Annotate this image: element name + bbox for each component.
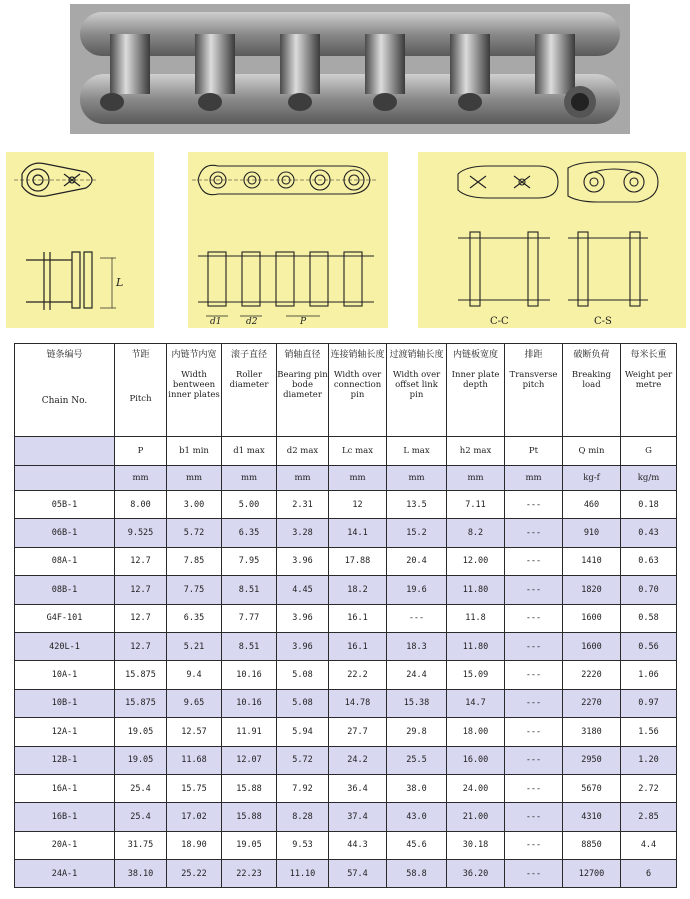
table-cell: 24.2: [329, 746, 387, 774]
table-cell: 7.11: [447, 491, 505, 519]
table-cell: 6.35: [167, 604, 222, 632]
table-cell: 5.21: [167, 632, 222, 660]
chain-number-cell: 12B-1: [15, 746, 115, 774]
table-cell: 12.00: [447, 547, 505, 575]
table-cell: 17.02: [167, 803, 222, 831]
table-cell: 15.09: [447, 661, 505, 689]
table-cell: 57.4: [329, 860, 387, 888]
table-cell: ---: [505, 632, 563, 660]
unit-cell: kg/m: [621, 466, 677, 491]
table-cell: 9.525: [115, 519, 167, 547]
table-cell: 43.0: [387, 803, 447, 831]
table-cell: 8.00: [115, 491, 167, 519]
unit-cell: mm: [167, 466, 222, 491]
table-cell: 13.5: [387, 491, 447, 519]
table-cell: 7.77: [222, 604, 277, 632]
table-cell: 12.7: [115, 547, 167, 575]
table-row: [15, 547, 677, 575]
chain-number-cell: 16B-1: [15, 803, 115, 831]
table-row: [15, 860, 677, 888]
unit-cell: mm: [222, 466, 277, 491]
symbol-cell: [15, 437, 115, 466]
table-row: [15, 774, 677, 802]
table-cell: 27.7: [329, 718, 387, 746]
table-cell: 12.07: [222, 746, 277, 774]
table-cell: 2.31: [277, 491, 329, 519]
chain-number-cell: 08B-1: [15, 576, 115, 604]
table-cell: ---: [505, 831, 563, 859]
table-cell: 910: [563, 519, 621, 547]
unit-cell: mm: [387, 466, 447, 491]
table-cell: 1.56: [621, 718, 677, 746]
diagram-connecting-links: [418, 152, 686, 328]
table-cell: 7.75: [167, 576, 222, 604]
table-row: [15, 519, 677, 547]
symbol-cell: Lc max: [329, 437, 387, 466]
symbol-cell: L max: [387, 437, 447, 466]
chain-number-cell: 10A-1: [15, 661, 115, 689]
table-cell: ---: [505, 689, 563, 717]
header-cell: 连接销轴长度 Width over connection pin: [329, 344, 387, 437]
header-cell: 破断负荷 Breaking load: [563, 344, 621, 437]
table-cell: 0.43: [621, 519, 677, 547]
table-cell: 17.88: [329, 547, 387, 575]
table-cell: 21.00: [447, 803, 505, 831]
chain-number-cell: 08A-1: [15, 547, 115, 575]
table-cell: 12.7: [115, 632, 167, 660]
table-cell: 19.05: [115, 718, 167, 746]
unit-cell: [15, 466, 115, 491]
table-cell: 12: [329, 491, 387, 519]
table-cell: 16.00: [447, 746, 505, 774]
table-cell: 3180: [563, 718, 621, 746]
table-cell: 6.35: [222, 519, 277, 547]
table-cell: 11.91: [222, 718, 277, 746]
table-cell: 0.18: [621, 491, 677, 519]
table-cell: 15.75: [167, 774, 222, 802]
table-cell: 14.1: [329, 519, 387, 547]
table-cell: ---: [387, 604, 447, 632]
unit-cell: mm: [505, 466, 563, 491]
table-cell: 30.18: [447, 831, 505, 859]
table-row: [15, 661, 677, 689]
table-cell: 11.80: [447, 632, 505, 660]
table-cell: 6: [621, 860, 677, 888]
table-cell: 10.16: [222, 689, 277, 717]
table-cell: 11.68: [167, 746, 222, 774]
table-cell: ---: [505, 774, 563, 802]
table-cell: 19.6: [387, 576, 447, 604]
table-cell: 7.95: [222, 547, 277, 575]
table-cell: 18.2: [329, 576, 387, 604]
unit-cell: mm: [329, 466, 387, 491]
unit-cell: mm: [115, 466, 167, 491]
table-cell: ---: [505, 746, 563, 774]
table-cell: 20.4: [387, 547, 447, 575]
table-cell: 5.08: [277, 689, 329, 717]
table-cell: 25.4: [115, 774, 167, 802]
symbol-cell: d2 max: [277, 437, 329, 466]
table-cell: 11.10: [277, 860, 329, 888]
table-cell: 58.8: [387, 860, 447, 888]
label-d2: d2: [246, 317, 258, 327]
table-cell: 9.4: [167, 661, 222, 689]
symbol-cell: h2 max: [447, 437, 505, 466]
table-cell: 5.08: [277, 661, 329, 689]
table-cell: 18.90: [167, 831, 222, 859]
table-cell: 1.20: [621, 746, 677, 774]
table-cell: 25.22: [167, 860, 222, 888]
unit-row: [15, 466, 677, 491]
table-cell: 15.875: [115, 661, 167, 689]
table-cell: 2950: [563, 746, 621, 774]
chain-number-cell: 12A-1: [15, 718, 115, 746]
table-cell: 0.70: [621, 576, 677, 604]
header-cell: 内链板宽度 Inner plate depth: [447, 344, 505, 437]
table-cell: 9.65: [167, 689, 222, 717]
table-cell: 1600: [563, 604, 621, 632]
table-cell: ---: [505, 860, 563, 888]
table-row: [15, 803, 677, 831]
table-cell: 37.4: [329, 803, 387, 831]
table-row: [15, 576, 677, 604]
table-cell: 15.2: [387, 519, 447, 547]
table-cell: 14.78: [329, 689, 387, 717]
table-row: [15, 689, 677, 717]
chain-number-cell: 420L-1: [15, 632, 115, 660]
header-cell: 节距 Pitch: [115, 344, 167, 437]
label-L: L: [116, 276, 124, 289]
table-cell: 0.97: [621, 689, 677, 717]
table-cell: ---: [505, 604, 563, 632]
table-cell: 1410: [563, 547, 621, 575]
table-cell: 3.28: [277, 519, 329, 547]
table-cell: 2270: [563, 689, 621, 717]
table-cell: 3.96: [277, 604, 329, 632]
table-cell: ---: [505, 576, 563, 604]
label-d1: d1: [210, 317, 222, 327]
symbol-cell: Q min: [563, 437, 621, 466]
table-cell: 38.0: [387, 774, 447, 802]
table-cell: 5.72: [167, 519, 222, 547]
chain-photo: [70, 4, 630, 134]
table-cell: 18.00: [447, 718, 505, 746]
table-cell: 3.96: [277, 547, 329, 575]
label-c-c: C-C: [490, 316, 509, 327]
unit-cell: kg-f: [563, 466, 621, 491]
table-row: [15, 604, 677, 632]
table-cell: 25.4: [115, 803, 167, 831]
table-cell: 44.3: [329, 831, 387, 859]
table-cell: 2.72: [621, 774, 677, 802]
chain-number-cell: 06B-1: [15, 519, 115, 547]
table-cell: 0.63: [621, 547, 677, 575]
unit-cell: mm: [447, 466, 505, 491]
table-cell: 29.8: [387, 718, 447, 746]
table-cell: 22.2: [329, 661, 387, 689]
header-cell: 销轴直径 Bearing pin bode diameter: [277, 344, 329, 437]
header-cell: 过渡销轴长度 Width over offset link pin: [387, 344, 447, 437]
table-cell: 25.5: [387, 746, 447, 774]
table-cell: 18.3: [387, 632, 447, 660]
table-cell: 45.6: [387, 831, 447, 859]
header-cell: 滚子直径 Roller diameter: [222, 344, 277, 437]
table-cell: 0.58: [621, 604, 677, 632]
table-cell: 8.51: [222, 576, 277, 604]
chain-spec-table: [14, 343, 677, 888]
table-cell: 12700: [563, 860, 621, 888]
table-cell: 8850: [563, 831, 621, 859]
label-P: P: [300, 317, 307, 327]
diagram-chain-strand: [188, 152, 388, 328]
table-cell: ---: [505, 718, 563, 746]
chain-number-cell: 05B-1: [15, 491, 115, 519]
table-cell: 3.96: [277, 632, 329, 660]
table-cell: 16.1: [329, 604, 387, 632]
symbol-cell: d1 max: [222, 437, 277, 466]
table-cell: 36.20: [447, 860, 505, 888]
table-cell: 22.23: [222, 860, 277, 888]
header-cell: 内链节内宽 Width bentween inner plates: [167, 344, 222, 437]
table-cell: 12.57: [167, 718, 222, 746]
table-cell: ---: [505, 803, 563, 831]
chain-number-cell: 10B-1: [15, 689, 115, 717]
table-cell: 15.875: [115, 689, 167, 717]
label-c-s: C-S: [594, 316, 612, 327]
table-cell: 5.00: [222, 491, 277, 519]
diagram-outer-link: [6, 152, 154, 328]
table-cell: 24.00: [447, 774, 505, 802]
table-body: [15, 491, 677, 888]
unit-cell: mm: [277, 466, 329, 491]
table-cell: 4310: [563, 803, 621, 831]
table-cell: 11.8: [447, 604, 505, 632]
table-cell: 7.85: [167, 547, 222, 575]
table-cell: 2220: [563, 661, 621, 689]
table-row: [15, 746, 677, 774]
table-row: [15, 491, 677, 519]
table-cell: 0.56: [621, 632, 677, 660]
table-cell: 4.4: [621, 831, 677, 859]
table-cell: 5.94: [277, 718, 329, 746]
table-cell: 31.75: [115, 831, 167, 859]
table-cell: 14.7: [447, 689, 505, 717]
table-cell: 15.88: [222, 803, 277, 831]
table-cell: 19.05: [222, 831, 277, 859]
table-cell: 24.4: [387, 661, 447, 689]
table-cell: 7.92: [277, 774, 329, 802]
table-cell: ---: [505, 547, 563, 575]
table-cell: 8.2: [447, 519, 505, 547]
table-cell: 460: [563, 491, 621, 519]
header-cell: 每米长重 Weight per metre: [621, 344, 677, 437]
table-cell: 1.06: [621, 661, 677, 689]
table-cell: 36.4: [329, 774, 387, 802]
table-cell: 11.80: [447, 576, 505, 604]
table-cell: ---: [505, 661, 563, 689]
chain-number-cell: 24A-1: [15, 860, 115, 888]
table-row: [15, 632, 677, 660]
header-cell: 链条编号 Chain No.: [15, 344, 115, 437]
table-cell: ---: [505, 519, 563, 547]
table-cell: 5.72: [277, 746, 329, 774]
table-cell: 12.7: [115, 604, 167, 632]
table-cell: 38.10: [115, 860, 167, 888]
table-cell: 15.88: [222, 774, 277, 802]
table-cell: 19.05: [115, 746, 167, 774]
table-cell: 5670: [563, 774, 621, 802]
table-cell: 16.1: [329, 632, 387, 660]
table-cell: 4.45: [277, 576, 329, 604]
symbol-cell: b1 min: [167, 437, 222, 466]
table-cell: ---: [505, 491, 563, 519]
table-cell: 10.16: [222, 661, 277, 689]
symbol-row: [15, 437, 677, 466]
table-cell: 1820: [563, 576, 621, 604]
symbol-cell: P: [115, 437, 167, 466]
chain-number-cell: G4F-101: [15, 604, 115, 632]
header-cell: 排距 Transverse pitch: [505, 344, 563, 437]
table-row: [15, 831, 677, 859]
chain-number-cell: 20A-1: [15, 831, 115, 859]
chain-number-cell: 16A-1: [15, 774, 115, 802]
table-row: [15, 718, 677, 746]
table-cell: 2.85: [621, 803, 677, 831]
header-row: [15, 344, 677, 437]
table-cell: 1600: [563, 632, 621, 660]
table-cell: 3.00: [167, 491, 222, 519]
table-cell: 8.28: [277, 803, 329, 831]
symbol-cell: Pt: [505, 437, 563, 466]
symbol-cell: G: [621, 437, 677, 466]
table-cell: 9.53: [277, 831, 329, 859]
table-cell: 12.7: [115, 576, 167, 604]
table-cell: 8.51: [222, 632, 277, 660]
table-cell: 15.38: [387, 689, 447, 717]
